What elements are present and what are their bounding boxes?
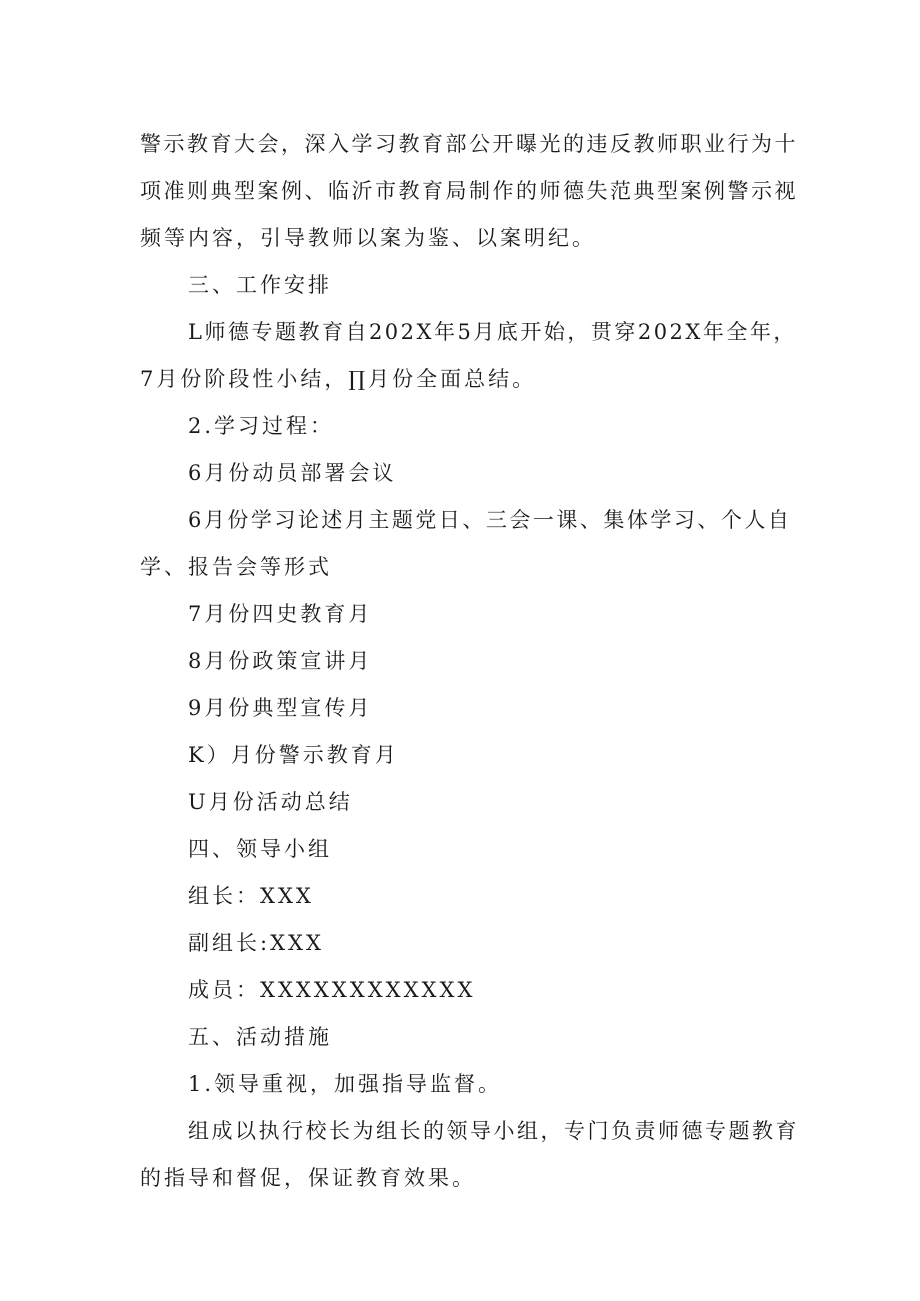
list-item: 副组长:XXX bbox=[188, 931, 324, 955]
paragraph-line: 警示教育大会，深入学习教育部公开曝光的违反教师职业行为十 bbox=[140, 132, 798, 156]
subheading: 2.学习过程： bbox=[188, 414, 335, 438]
paragraph-line: 组成以执行校长为组长的领导小组，专门负责师德专题教育 bbox=[188, 1119, 799, 1143]
list-item: 9月份典型宣传月 bbox=[188, 696, 373, 720]
list-item: 组长：XXX bbox=[188, 884, 314, 908]
paragraph-line: 项准则典型案例、临沂市教育局制作的师德失范典型案例警示视 bbox=[140, 179, 798, 203]
list-item: 成员：XXXXXXXXXXXX bbox=[188, 978, 476, 1002]
paragraph-line: 7月份阶段性小结，∏月份全面总结。 bbox=[140, 367, 537, 391]
list-item: U月份活动总结 bbox=[188, 790, 353, 814]
list-item: 7月份四史教育月 bbox=[188, 602, 373, 626]
paragraph-line: 频等内容，引导教师以案为鉴、以案明纪。 bbox=[140, 226, 596, 250]
paragraph-line: 的指导和督促，保证教育效果。 bbox=[140, 1166, 476, 1190]
list-item: 6月份动员部署会议 bbox=[188, 461, 397, 485]
list-item: 6月份学习论述月主题党日、三会一课、集体学习、个人自 bbox=[188, 508, 792, 532]
list-item: K）月份警示教育月 bbox=[188, 743, 399, 767]
subheading: 1.领导重视，加强指导监督。 bbox=[188, 1072, 503, 1096]
section-heading: 五、活动措施 bbox=[188, 1025, 332, 1049]
list-item: 8月份政策宣讲月 bbox=[188, 649, 373, 673]
section-heading: 三、工作安排 bbox=[188, 273, 332, 297]
section-heading: 四、领导小组 bbox=[188, 837, 332, 861]
paragraph-line: 学、报告会等形式 bbox=[140, 555, 332, 579]
paragraph-line: L师德专题教育自202X年5月底开始，贯穿202X年全年， bbox=[188, 320, 797, 344]
